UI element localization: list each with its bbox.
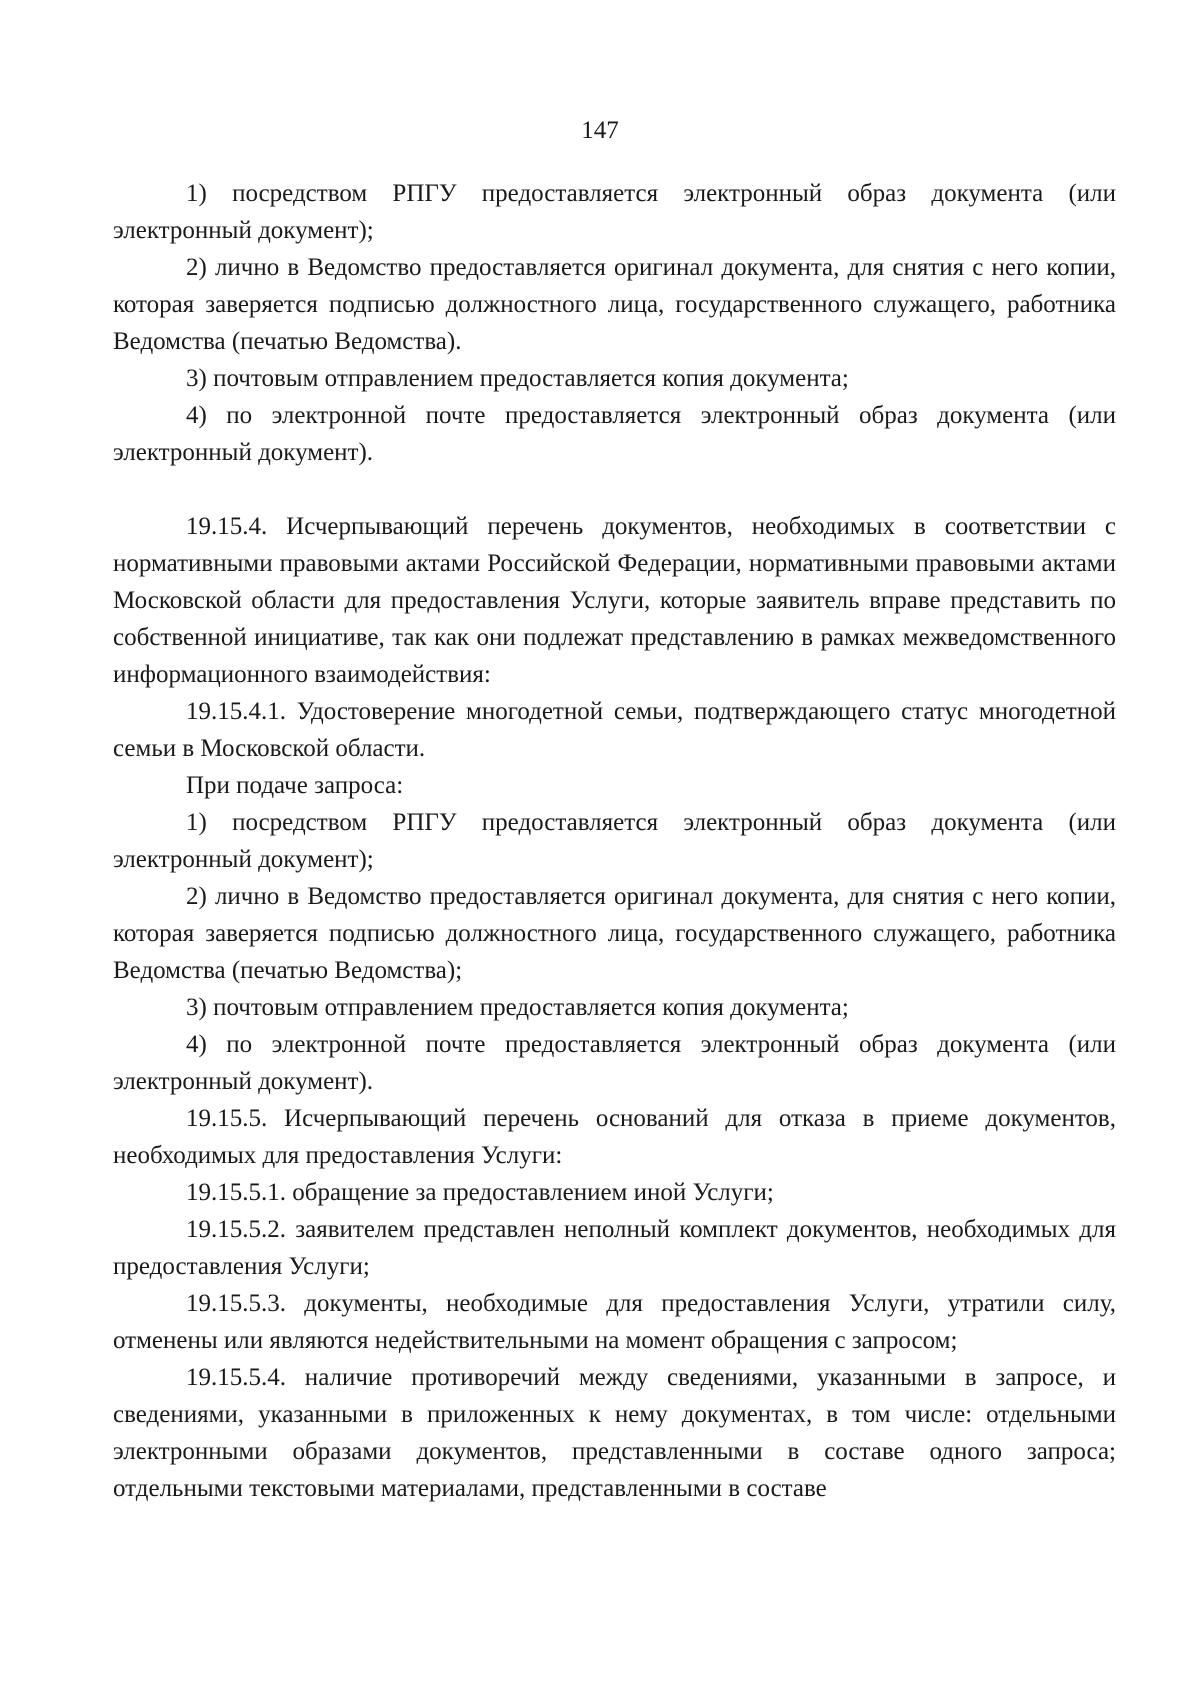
paragraph-19-15-5-2: 19.15.5.2. заявителем представлен неполный комплект документов, необходимых для предоставления Услуги; [113, 1216, 1116, 1280]
paragraph-item-3-postal-second: 3) почтовым отправлением предоставляется копия документа; [186, 994, 849, 1021]
paragraph-item-2-in-person: 2) лично в Ведомство предоставляется оригинал документа, для снятия с него копии, которая заверяется подписью должностного лица, государственного служащего, работника Ведомства (печатью Ведомства). [113, 254, 1116, 355]
paragraph-19-15-5-1: 19.15.5.1. обращение за предоставлением иной Услуги; [186, 1179, 774, 1206]
paragraph-item-1-rpgu: 1) посредством РПГУ предоставляется электронный образ документа (или электронный документ); [113, 180, 1116, 244]
page-number: 147 [581, 117, 619, 144]
paragraph-item-1-rpgu-second: 1) посредством РПГУ предоставляется электронный образ документа (или электронный документ); [113, 809, 1116, 873]
paragraph-item-3-postal: 3) почтовым отправлением предоставляется копия документа; [186, 365, 849, 392]
paragraph-submission-intro: При подаче запроса: [186, 772, 404, 799]
document-body [113, 175, 1116, 1507]
paragraph-19-15-4-1: 19.15.4.1. Удостоверение многодетной семьи, подтверждающего статус многодетной семьи в Московской области. [113, 698, 1116, 762]
paragraph-19-15-5: 19.15.5. Исчерпывающий перечень оснований для отказа в приеме документов, необходимых для предоставления Услуги: [113, 1105, 1116, 1169]
paragraph-19-15-4: 19.15.4. Исчерпывающий перечень документов, необходимых в соответствии с нормативными правовыми актами Российской Федерации, нормативными правовыми актами Московской области для предоставления Услуги, которые заявитель вправе представить по собственной инициативе, так как они подлежат представлению в рамках межведомственного информационного взаимодействия: [113, 513, 1116, 688]
paragraph-19-15-5-4: 19.15.5.4. наличие противоречий между сведениями, указанными в запросе, и сведениями, указанными в приложенных к нему документах, в том числе: отдельными электронными образами документов, представленными в составе одного запроса; отдельными текстовыми материалами, представленными в составе [113, 1364, 1116, 1502]
paragraph-spacer [113, 471, 1116, 508]
paragraph-19-15-5-3: 19.15.5.3. документы, необходимые для предоставления Услуги, утратили силу, отменены или являются недействительными на момент обращения с запросом; [113, 1290, 1116, 1354]
paragraph-item-4-email: 4) по электронной почте предоставляется электронный образ документа (или электронный документ). [113, 402, 1116, 466]
paragraph-item-2-in-person-second: 2) лично в Ведомство предоставляется оригинал документа, для снятия с него копии, которая заверяется подписью должностного лица, государственного служащего, работника Ведомства (печатью Ведомства); [113, 883, 1116, 984]
paragraph-item-4-email-second: 4) по электронной почте предоставляется электронный образ документа (или электронный документ). [113, 1031, 1116, 1095]
